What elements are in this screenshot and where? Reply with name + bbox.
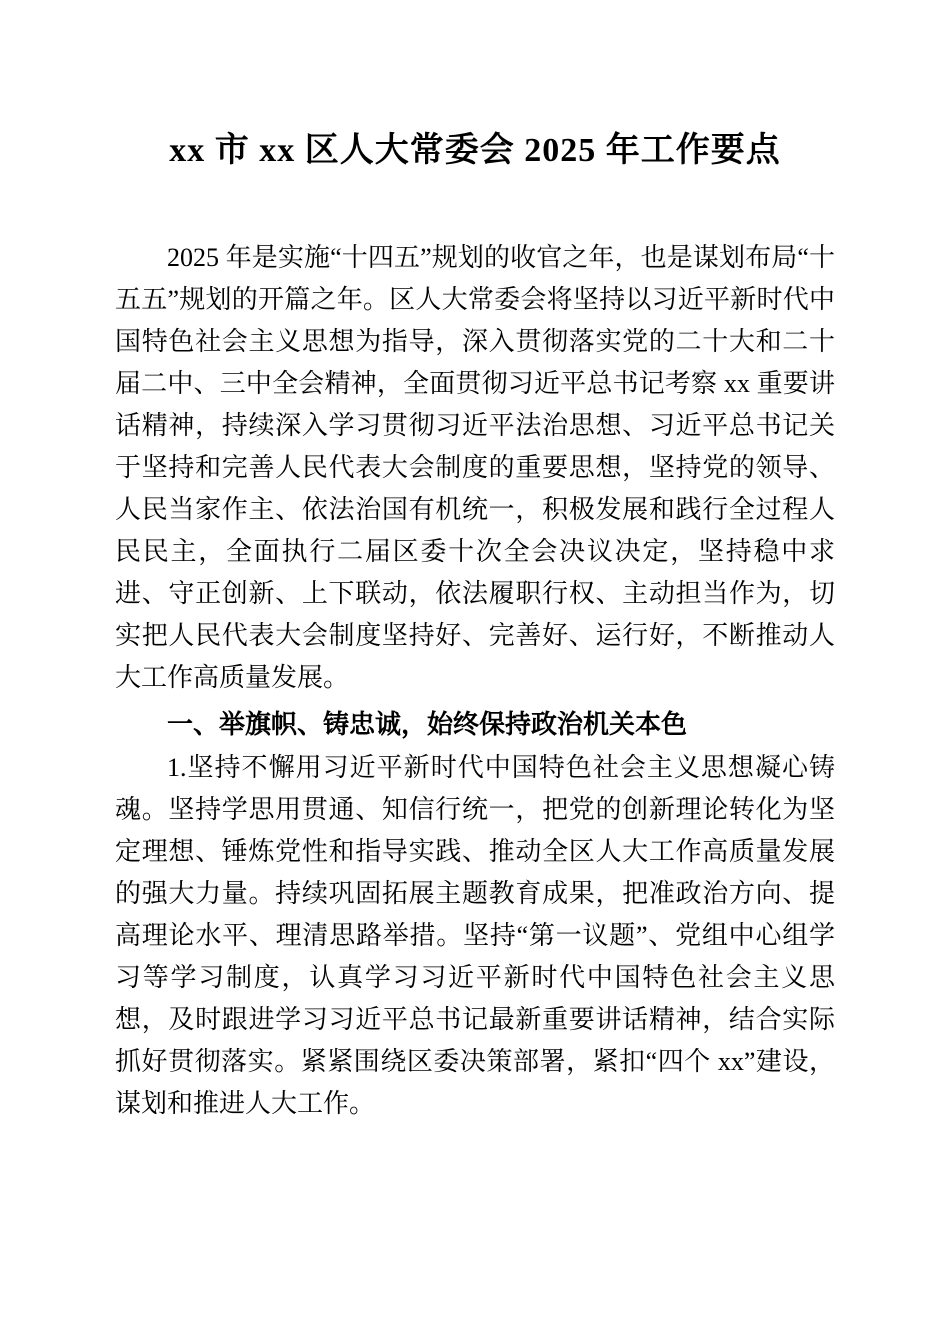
document-title: xx 市 xx 区人大常委会 2025 年工作要点: [169, 132, 781, 169]
section-paragraph-1: 1.坚持不懈用习近平新时代中国特色社会主义思想凝心铸魂。坚持学思用贯通、知信行统一，把党的创新理论转化为坚定理想、锤炼党性和指导实践、推动全区人大工作高质量发展的强大力量。持续巩固拓展主题教育成果，把准政治方向、提高理论水平、理清思路举措。坚持“第一议题”、党组中心组学习等学习制度，认真学习习近平新时代中国特色社会主义思想，及时跟进学习习近平总书记最新重要讲话精神，结合实际抓好贯彻落实。紧紧围绕区委决策部署，紧扣“四个 xx”建设，谋划和推进人大工作。: [115, 752, 835, 1118]
section-heading-1: 一、举旗帜、铸忠诚，始终保持政治机关本色: [167, 708, 688, 739]
intro-paragraph: 2025 年是实施“十四五”规划的收官之年，也是谋划布局“十五五”规划的开篇之年。区人大常委会将坚持以习近平新时代中国特色社会主义思想为指导，深入贯彻落实党的二十大和二十届二中、三中全会精神，全面贯彻习近平总书记考察 xx 重要讲话精神，持续深入学习贯彻习近平法治思想、习近平总书记关于坚持和完善人民代表大会制度的重要思想，坚持党的领导、人民当家作主、依法治国有机统一，积极发展和践行全过程人民民主，全面执行二届区委十次全会决议决定，坚持稳中求进、守正创新、上下联动，依法履职行权、主动担当作为，切实把人民代表大会制度坚持好、完善好、运行好，不断推动人大工作高质量发展。: [115, 242, 835, 692]
